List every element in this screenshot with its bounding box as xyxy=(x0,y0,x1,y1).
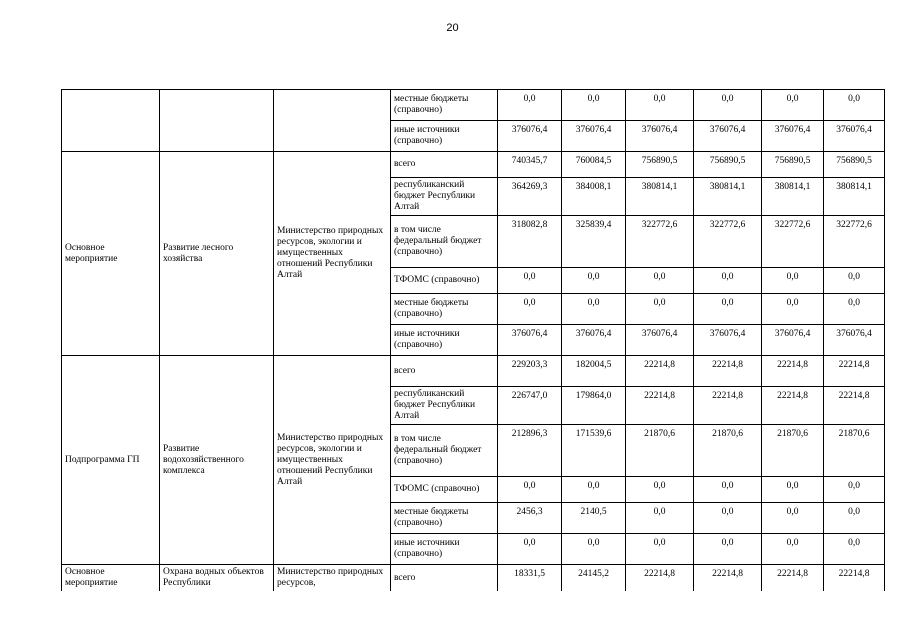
table-body xyxy=(62,90,885,592)
amount-cell: 0,0 xyxy=(498,90,562,121)
table-row xyxy=(62,152,885,178)
funding-source-cell: местные бюджеты (справочно) xyxy=(391,503,498,534)
amount-cell: 0,0 xyxy=(762,477,824,503)
row-name-cell xyxy=(160,90,274,152)
amount-cell: 756890,5 xyxy=(824,152,885,178)
amount-cell: 376076,4 xyxy=(824,121,885,152)
funding-source-cell: ТФОМС (справочно) xyxy=(391,268,498,294)
amount-cell: 380814,1 xyxy=(762,178,824,216)
row-kind-cell: Подпрограмма ГП xyxy=(62,356,160,565)
amount-cell: 179864,0 xyxy=(562,387,626,425)
amount-cell: 0,0 xyxy=(824,477,885,503)
amount-cell: 380814,1 xyxy=(626,178,694,216)
amount-cell: 322772,6 xyxy=(626,216,694,268)
funding-source-cell: республиканский бюджет Республики Алтай xyxy=(391,178,498,216)
amount-cell: 0,0 xyxy=(626,477,694,503)
amount-cell: 22214,8 xyxy=(824,565,885,592)
funding-source-cell: республиканский бюджет Республики Алтай xyxy=(391,387,498,425)
amount-cell: 0,0 xyxy=(626,534,694,565)
amount-cell: 376076,4 xyxy=(498,121,562,152)
amount-cell: 0,0 xyxy=(626,503,694,534)
amount-cell: 0,0 xyxy=(694,503,762,534)
amount-cell: 22214,8 xyxy=(626,387,694,425)
amount-cell: 0,0 xyxy=(824,268,885,294)
amount-cell: 376076,4 xyxy=(626,325,694,356)
amount-cell: 0,0 xyxy=(762,294,824,325)
amount-cell: 0,0 xyxy=(762,503,824,534)
amount-cell: 0,0 xyxy=(626,294,694,325)
row-name-cell: Развитие водохозяйственного комплекса xyxy=(160,356,274,565)
amount-cell: 376076,4 xyxy=(562,121,626,152)
amount-cell: 0,0 xyxy=(562,477,626,503)
amount-cell: 0,0 xyxy=(824,534,885,565)
amount-cell: 740345,7 xyxy=(498,152,562,178)
amount-cell: 226747,0 xyxy=(498,387,562,425)
amount-cell: 22214,8 xyxy=(762,387,824,425)
amount-cell: 322772,6 xyxy=(824,216,885,268)
amount-cell: 21870,6 xyxy=(626,425,694,477)
amount-cell: 0,0 xyxy=(694,534,762,565)
amount-cell: 0,0 xyxy=(824,294,885,325)
table-row xyxy=(62,90,885,121)
amount-cell: 364269,3 xyxy=(498,178,562,216)
amount-cell: 376076,4 xyxy=(694,325,762,356)
amount-cell: 22214,8 xyxy=(694,387,762,425)
amount-cell: 22214,8 xyxy=(762,565,824,592)
row-kind-cell: Основное мероприятие xyxy=(62,565,160,592)
amount-cell: 18331,5 xyxy=(498,565,562,592)
amount-cell: 171539,6 xyxy=(562,425,626,477)
amount-cell: 212896,3 xyxy=(498,425,562,477)
row-executor-cell: Министерство природных ресурсов, экологии и имущественных отношений Республики Алтай xyxy=(274,356,391,565)
amount-cell: 376076,4 xyxy=(762,325,824,356)
amount-cell: 756890,5 xyxy=(762,152,824,178)
amount-cell: 376076,4 xyxy=(824,325,885,356)
amount-cell: 0,0 xyxy=(626,90,694,121)
amount-cell: 376076,4 xyxy=(498,325,562,356)
amount-cell: 0,0 xyxy=(562,534,626,565)
row-executor-cell: Министерство природных ресурсов, xyxy=(274,565,391,592)
amount-cell: 380814,1 xyxy=(824,178,885,216)
row-executor-cell xyxy=(274,90,391,152)
funding-source-cell: ТФОМС (справочно) xyxy=(391,477,498,503)
amount-cell: 325839,4 xyxy=(562,216,626,268)
amount-cell: 21870,6 xyxy=(694,425,762,477)
table-row xyxy=(62,356,885,387)
amount-cell: 0,0 xyxy=(498,294,562,325)
amount-cell: 0,0 xyxy=(626,268,694,294)
amount-cell: 0,0 xyxy=(824,503,885,534)
amount-cell: 756890,5 xyxy=(694,152,762,178)
amount-cell: 0,0 xyxy=(762,268,824,294)
amount-cell: 0,0 xyxy=(694,294,762,325)
amount-cell: 0,0 xyxy=(694,90,762,121)
row-name-cell: Охрана водных объектов Республики xyxy=(160,565,274,592)
amount-cell: 0,0 xyxy=(694,268,762,294)
amount-cell: 0,0 xyxy=(562,90,626,121)
amount-cell: 22214,8 xyxy=(824,387,885,425)
amount-cell: 376076,4 xyxy=(762,121,824,152)
amount-cell: 322772,6 xyxy=(762,216,824,268)
amount-cell: 380814,1 xyxy=(694,178,762,216)
funding-source-cell: всего xyxy=(391,356,498,387)
funding-source-cell: в том числе федеральный бюджет (справочно) xyxy=(391,216,498,268)
page-number: 20 xyxy=(446,22,459,34)
amount-cell: 376076,4 xyxy=(626,121,694,152)
amount-cell: 0,0 xyxy=(762,90,824,121)
table-row xyxy=(62,565,885,592)
amount-cell: 182004,5 xyxy=(562,356,626,387)
funding-source-cell: иные источники (справочно) xyxy=(391,325,498,356)
amount-cell: 756890,5 xyxy=(626,152,694,178)
funding-source-cell: иные источники (справочно) xyxy=(391,121,498,152)
row-name-cell: Развитие лесного хозяйства xyxy=(160,152,274,356)
amount-cell: 0,0 xyxy=(762,534,824,565)
amount-cell: 229203,3 xyxy=(498,356,562,387)
row-kind-cell xyxy=(62,90,160,152)
funding-source-cell: местные бюджеты (справочно) xyxy=(391,294,498,325)
amount-cell: 24145,2 xyxy=(562,565,626,592)
amount-cell: 22214,8 xyxy=(626,356,694,387)
amount-cell: 384008,1 xyxy=(562,178,626,216)
funding-source-cell: местные бюджеты (справочно) xyxy=(391,90,498,121)
amount-cell: 376076,4 xyxy=(562,325,626,356)
funding-source-cell: иные источники (справочно) xyxy=(391,534,498,565)
amount-cell: 322772,6 xyxy=(694,216,762,268)
amount-cell: 21870,6 xyxy=(824,425,885,477)
funding-source-cell: в том числе федеральный бюджет (справочно) xyxy=(391,425,498,477)
amount-cell: 21870,6 xyxy=(762,425,824,477)
funding-source-cell: всего xyxy=(391,565,498,592)
amount-cell: 0,0 xyxy=(498,534,562,565)
amount-cell: 0,0 xyxy=(562,268,626,294)
amount-cell: 22214,8 xyxy=(694,356,762,387)
amount-cell: 760084,5 xyxy=(562,152,626,178)
amount-cell: 22214,8 xyxy=(824,356,885,387)
amount-cell: 0,0 xyxy=(498,477,562,503)
amount-cell: 318082,8 xyxy=(498,216,562,268)
amount-cell: 2140,5 xyxy=(562,503,626,534)
budget-table xyxy=(61,89,885,591)
funding-source-cell: всего xyxy=(391,152,498,178)
row-executor-cell: Министерство природных ресурсов, экологии и имущественных отношений Республики Алтай xyxy=(274,152,391,356)
amount-cell: 22214,8 xyxy=(694,565,762,592)
amount-cell: 22214,8 xyxy=(626,565,694,592)
amount-cell: 22214,8 xyxy=(762,356,824,387)
amount-cell: 0,0 xyxy=(562,294,626,325)
amount-cell: 2456,3 xyxy=(498,503,562,534)
amount-cell: 0,0 xyxy=(824,90,885,121)
amount-cell: 376076,4 xyxy=(694,121,762,152)
row-kind-cell: Основное мероприятие xyxy=(62,152,160,356)
amount-cell: 0,0 xyxy=(694,477,762,503)
amount-cell: 0,0 xyxy=(498,268,562,294)
